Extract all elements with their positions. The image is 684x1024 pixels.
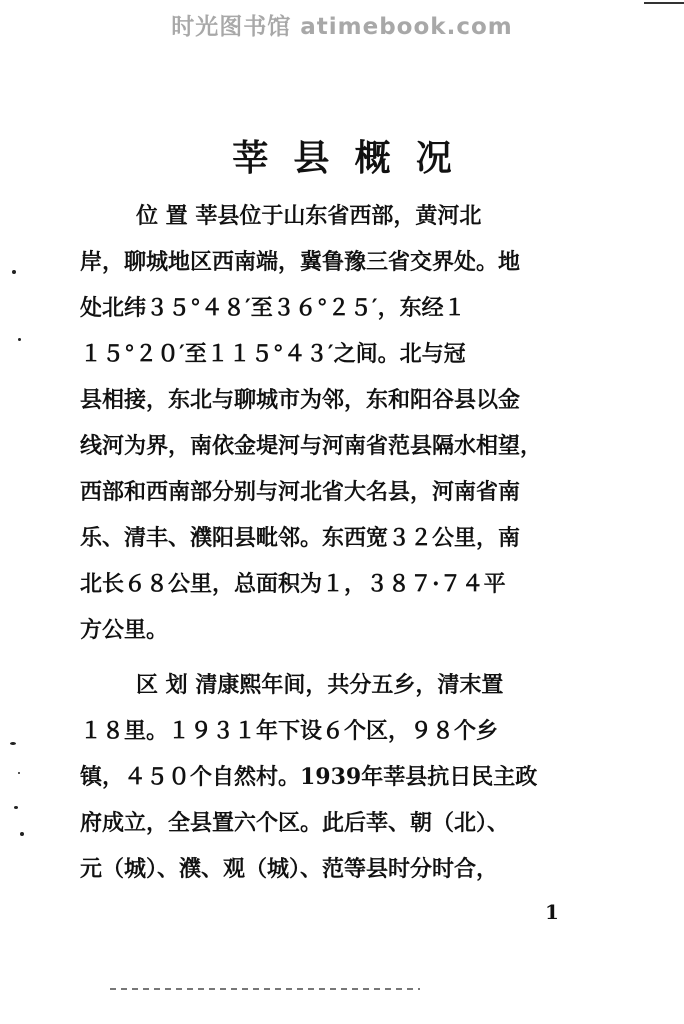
text-line: １８里。１９３１年下设６个区，９８个乡 xyxy=(80,718,499,744)
watermark: 时光图书馆 atimebook.com xyxy=(171,14,513,40)
scan-speck xyxy=(20,832,24,836)
paragraph-divisions xyxy=(80,662,610,892)
text-line: 乐、清丰、濮阳县毗邻。东西宽３２公里，南 xyxy=(80,525,521,551)
text-line: 区 划 清康熙年间，共分五乡，清末置 xyxy=(136,672,504,698)
text-line: 岸，聊城地区西南端，冀鲁豫三省交界处。地 xyxy=(80,249,521,275)
page-title: 莘县概况 xyxy=(232,137,477,179)
scan-speck xyxy=(18,772,20,774)
top-edge-rule xyxy=(644,2,684,4)
text-line: 处北纬３５°４８′至３６°２５′，东经１ xyxy=(80,295,466,321)
scan-artifact-dots xyxy=(110,988,420,990)
scan-speck xyxy=(10,742,16,745)
scan-speck xyxy=(18,338,21,341)
text-line: 西部和西南部分别与河北省大名县，河南省南 xyxy=(80,479,521,505)
text-line: 府成立，全县置六个区。此后莘、朝（北）、 xyxy=(80,810,510,836)
text-line: 方公里。 xyxy=(80,617,169,643)
text-line: 位 置 莘县位于山东省西部，黄河北 xyxy=(136,203,482,229)
scan-speck xyxy=(12,270,16,274)
scan-speck xyxy=(14,806,18,809)
text-line: 线河为界，南依金堤河与河南省范县隔水相望， xyxy=(80,433,543,459)
text-line: 元（城）、濮、观（城）、范等县时分时合， xyxy=(80,856,499,882)
text-line: 县相接，东北与聊城市为邻，东和阳谷县以金 xyxy=(80,387,521,413)
page-number: 1 xyxy=(545,900,559,924)
text-line: １５°２０′至１１５°４３′之间。北与冠 xyxy=(80,341,466,367)
text-line: 镇，４５０个自然村。1939年莘县抗日民主政 xyxy=(80,764,538,790)
text-line: 北长６８公里，总面积为１，３８７·７４平 xyxy=(80,571,506,597)
paragraph-location xyxy=(80,193,610,653)
